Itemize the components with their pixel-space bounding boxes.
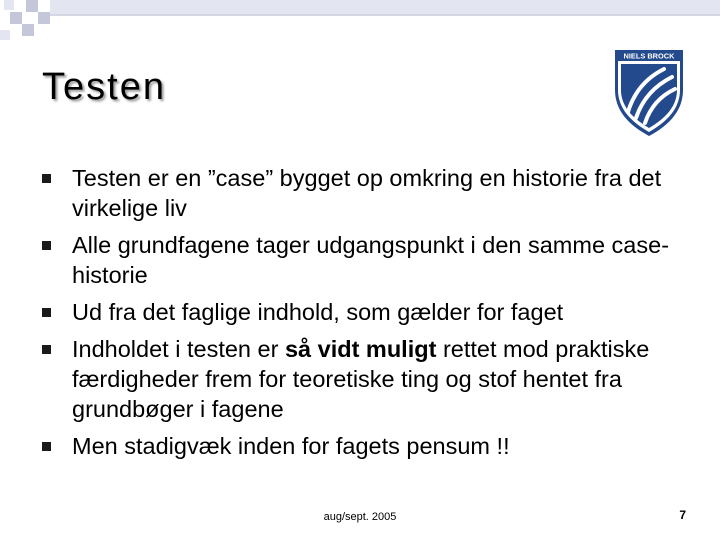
niels-brock-logo	[612, 48, 686, 138]
bullet-emphasis: så vidt muligt	[284, 336, 437, 362]
footer-date: aug/sept. 2005	[323, 511, 397, 523]
bullet-text: Indholdet i testen er	[72, 336, 285, 362]
bullet-text: Men stadigvæk inden for fagets pensum !!	[72, 433, 510, 459]
bullet-item	[42, 431, 682, 461]
square-bullet-icon	[42, 308, 51, 317]
logo-text: NIELS BROCK	[623, 51, 675, 61]
bullet-item	[42, 163, 682, 223]
bullet-text: Alle grundfagene tager udgangspunkt i den samme case-historie	[72, 232, 670, 288]
bullet-text-continued: rettet mod praktiske færdigheder frem for teoretiske ting og stof hentet fra grundbøger i fagene	[72, 336, 650, 422]
bullet-text: Testen er en ”case” bygget op omkring en historie fra det virkelige liv	[72, 165, 662, 221]
square-bullet-icon	[42, 241, 51, 250]
bullet-list	[42, 163, 682, 468]
bullet-item	[42, 230, 682, 290]
bullet-item	[42, 297, 682, 327]
slide-title: Testen	[42, 66, 166, 108]
page-number: 7	[679, 508, 686, 522]
square-bullet-icon	[42, 174, 51, 183]
square-bullet-icon	[42, 442, 51, 451]
square-bullet-icon	[42, 345, 51, 354]
bullet-item	[42, 334, 682, 424]
bullet-text: Ud fra det faglige indhold, som gælder for faget	[72, 299, 564, 325]
